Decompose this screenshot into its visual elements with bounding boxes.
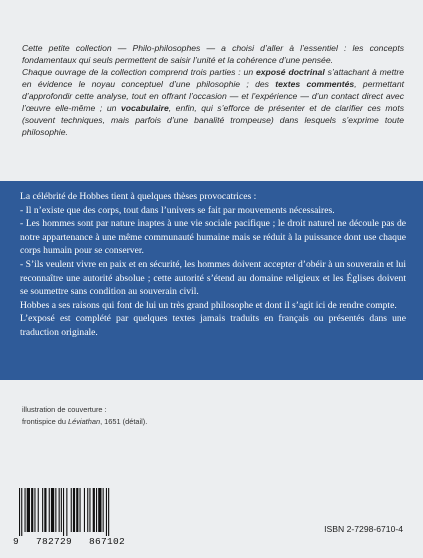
barcode-bar [42, 488, 43, 532]
barcode-bar [66, 488, 67, 536]
barcode-bar [98, 488, 101, 532]
barcode-bar [38, 488, 39, 532]
barcode-bar [87, 488, 88, 532]
barcode-bar [84, 488, 85, 532]
barcode-bar [59, 488, 60, 532]
collection-intro [22, 42, 404, 138]
barcode-bar [27, 488, 30, 532]
intro-text-2a: Chaque ouvrage de la collection comprend trois parties : un [22, 67, 256, 77]
summary-item-2: - Les hommes sont par nature inaptes à une vie sociale pacifique ; le droit naturel ne découle pas de notre appartenance à une même communauté humaine mais se réduit à la puissance dont use chaque corps humain pour se conserver. [20, 218, 406, 257]
barcode-bar [71, 488, 72, 532]
barcode-bar [31, 488, 33, 532]
barcode-bar [108, 488, 109, 536]
summary-item-3: - S’ils veulent vivre en paix et en sécurité, les hommes doivent accepter d’obéir à un souverain et lui reconnaître une autorité absolue ; cette autorité s’étend au domaine religieux et les Églises doivent se soumettre sans condition au souverain civil. [20, 258, 406, 298]
credit-text-c: , 1651 (détail). [100, 417, 148, 426]
summary-expose: L’exposé est complété par quelques textes jamais traduits en français ou présentés dans une traduction originale. [20, 313, 406, 338]
summary-hobbes: Hobbes a ses raisons qui font de lui un très grand philosophe et dont il s’agit ici de rendre compte. [20, 299, 397, 311]
credit-text-a: frontispice du [22, 417, 69, 426]
cover-credit [22, 404, 322, 428]
intro-term-vocabulaire: vocabulaire [120, 103, 169, 113]
intro-paragraph-1 [22, 42, 404, 66]
summary-lead: La célébrité de Hobbes tient à quelques thèses provocatrices : [20, 191, 257, 202]
barcode-digit-lead: 9 [13, 536, 20, 547]
intro-text-2g: , enfin, qui s’efforce de présenter et de clarifier ces mots (souvent techniques, mais parfois d’une banalité trompeuse) dans lesquels s’exprime toute philosophie. [22, 103, 405, 137]
summary-panel [0, 181, 423, 380]
summary-text [20, 190, 406, 340]
barcode-bar [63, 488, 64, 536]
barcode-digits [13, 536, 125, 547]
barcode-bar [44, 488, 46, 532]
barcode-bars [13, 488, 125, 536]
barcode-bar [49, 488, 50, 532]
barcode-bar [51, 488, 54, 532]
credit-line-2 [22, 416, 322, 428]
summary-item-1: - Il n’existe que des corps, tout dans l’univers se fait par mouvements nécessaires. [20, 204, 335, 216]
intro-text-1: Cette petite collection — Philo-philosophes — a choisi d’aller à l’essentiel : les concepts fondamentaux qui seuls permettent de saisir l’unité et la cohérence d’une pensée. [22, 43, 404, 65]
credit-title: Léviathan [68, 417, 101, 426]
barcode-bar [73, 488, 75, 532]
barcode-bar [34, 488, 35, 532]
intro-term-textes: textes commentés [275, 79, 355, 89]
intro-term-expose: exposé doctrinal [255, 67, 325, 77]
barcode-bar [19, 488, 20, 536]
intro-text-2e: , permettant d’approfondir cette analyse, tout en offrant l’occasion — et l’expérience — d’un contact direct avec l’œuvre elle-même ; un [22, 79, 405, 113]
barcode-bar [21, 488, 22, 536]
barcode-bar [25, 488, 26, 532]
intro-text-2c: s’attachant à mettre en évidence le noyau conceptuel d’une philosophie ; des [22, 67, 404, 89]
barcode-digit-group-1: 782729 [35, 536, 72, 547]
barcode-bar [55, 488, 56, 532]
barcode-bar [80, 488, 81, 532]
barcode-bar [96, 488, 97, 532]
barcode [13, 488, 125, 543]
credit-line-1: illustration de couverture : [22, 405, 107, 414]
barcode-bar [93, 488, 95, 532]
barcode-bar [76, 488, 78, 532]
barcode-bar [106, 488, 107, 536]
barcode-bar [61, 488, 62, 532]
barcode-digit-group-2: 867102 [88, 536, 125, 547]
intro-paragraph-2 [22, 66, 404, 138]
barcode-bar [103, 488, 104, 532]
isbn: ISBN 2-7298-6710-4 [324, 524, 403, 534]
barcode-bar [89, 488, 90, 532]
